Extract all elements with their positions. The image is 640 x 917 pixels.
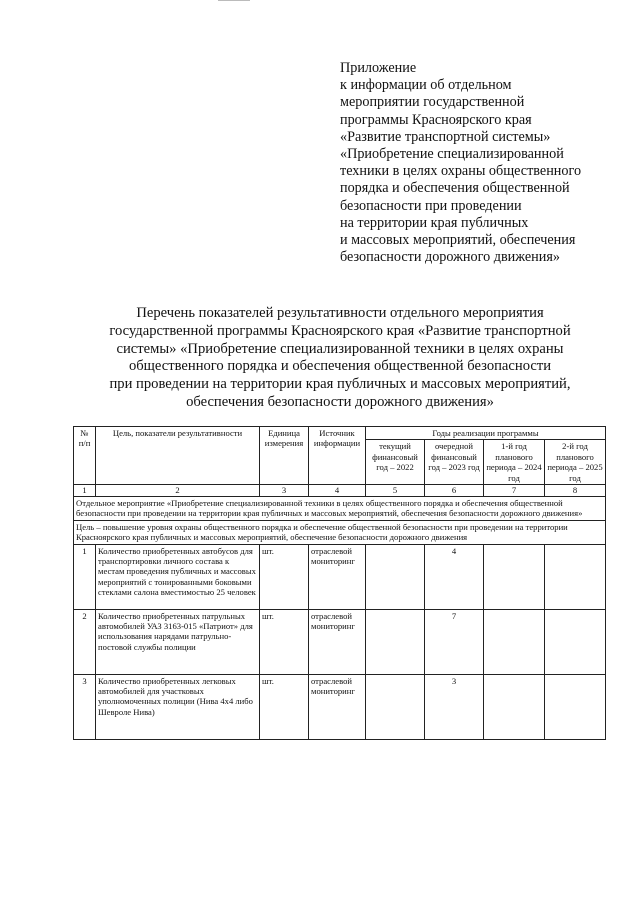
appendix-line: программы Красноярского края: [340, 111, 532, 128]
row-indicator-name: Количество приобретенных легковых автомобилей для участковых уполномоченных полиции (Нива 4х4 либо Шевроле Нива): [96, 674, 260, 739]
row-indicator-name: Количество приобретенных автобусов для транспортировки личного состава к местам проведения публичных и массовых мероприятий с тонированными боковыми стеклами салона вместимостью 25 человек: [96, 544, 260, 609]
header-source: Источник информации: [309, 427, 366, 485]
measure-row: [74, 497, 606, 521]
title-line: при проведении на территории края публичных и массовых мероприятий,: [109, 376, 571, 393]
row-number: 3: [74, 674, 96, 739]
goal-text: Цель – повышение уровня охраны общественного порядка и обеспечение общественной безопасности при проведении на территории Красноярского края публичных и массовых мероприятий, обеспечение безопасности дорожного движения: [74, 520, 606, 544]
title-line: общественного порядка и обеспечения общественной безопасности: [128, 358, 552, 375]
row-value-plan2: [545, 544, 606, 609]
measure-text: Отдельное мероприятие «Приобретение специализированной техники в целях общественного порядка и обеспечения общественной безопасности при проведении на территории края публичных и массовых мероприятий, обеспечения безопасности дорожного движения»: [74, 497, 606, 521]
row-source: отраслевой мониторинг: [309, 674, 366, 739]
header-goal: Цель, показатели результативности: [96, 427, 260, 485]
title-line: системы» «Приобретение специализированной техники в целях охраны: [116, 340, 564, 357]
header-current-year: текущий финансовый год – 2022: [366, 440, 425, 485]
appendix-line: техники в целях охраны общественного: [340, 163, 582, 180]
header-row: [74, 427, 606, 440]
appendix-line: безопасности дорожного движения»: [340, 249, 560, 266]
header-plan-year-1: 1-й год планового периода – 2024 год: [484, 440, 545, 485]
row-value-plan1: [484, 674, 545, 739]
row-value-current: [366, 674, 425, 739]
appendix-line: к информации об отдельном: [340, 77, 512, 94]
header-next-year: очередной финансовый год – 2023 год: [425, 440, 484, 485]
appendix-line: порядка и обеспечения общественной: [340, 180, 570, 197]
header-no: № п/п: [74, 427, 96, 485]
row-number: 2: [74, 609, 96, 674]
appendix-line: «Приобретение специализированной: [340, 146, 564, 163]
table-row: [74, 609, 606, 674]
row-value-next: 4: [425, 544, 484, 609]
row-source: отраслевой мониторинг: [309, 609, 366, 674]
column-number: 1: [74, 485, 96, 497]
row-value-current: [366, 544, 425, 609]
row-value-plan2: [545, 609, 606, 674]
row-number: 1: [74, 544, 96, 609]
table-row: [74, 544, 606, 609]
column-number: 2: [96, 485, 260, 497]
appendix-line: и массовых мероприятий, обеспечения: [340, 232, 576, 249]
row-value-plan1: [484, 609, 545, 674]
row-value-next: 3: [425, 674, 484, 739]
title-line: государственной программы Красноярского края «Развитие транспортной: [109, 322, 571, 339]
row-value-plan2: [545, 674, 606, 739]
appendix-line: Приложение: [340, 60, 417, 76]
row-unit: шт.: [260, 544, 309, 609]
header-years: Годы реализации программы: [366, 427, 606, 440]
row-value-current: [366, 609, 425, 674]
indicators-table: [73, 426, 606, 740]
row-value-plan1: [484, 544, 545, 609]
column-number: 5: [366, 485, 425, 497]
appendix-line: безопасности при проведении: [340, 197, 522, 214]
column-number-row: [74, 485, 606, 497]
table-row: [74, 674, 606, 739]
scan-mark: [218, 0, 250, 1]
title-line: Перечень показателей результативности отдельного мероприятия: [136, 305, 544, 321]
row-unit: шт.: [260, 674, 309, 739]
appendix-line: «Развитие транспортной системы»: [340, 128, 551, 145]
appendix-line: мероприятии государственной: [340, 94, 525, 111]
column-number: 7: [484, 485, 545, 497]
column-number: 4: [309, 485, 366, 497]
column-number: 6: [425, 485, 484, 497]
appendix-block: [340, 60, 630, 266]
header-unit: Единица измерения: [260, 427, 309, 485]
row-value-next: 7: [425, 609, 484, 674]
row-source: отраслевой мониторинг: [309, 544, 366, 609]
goal-row: [74, 520, 606, 544]
document-title: [60, 305, 620, 412]
title-line: обеспечения безопасности дорожного движения»: [186, 393, 494, 410]
row-unit: шт.: [260, 609, 309, 674]
column-number: 3: [260, 485, 309, 497]
column-number: 8: [545, 485, 606, 497]
row-indicator-name: Количество приобретенных патрульных автомобилей УАЗ 3163-015 «Патриот» для использования нарядами патрульно-постовой службы полиции: [96, 609, 260, 674]
header-plan-year-2: 2-й год планового периода – 2025 год: [545, 440, 606, 485]
appendix-line: на территории края публичных: [340, 214, 529, 231]
